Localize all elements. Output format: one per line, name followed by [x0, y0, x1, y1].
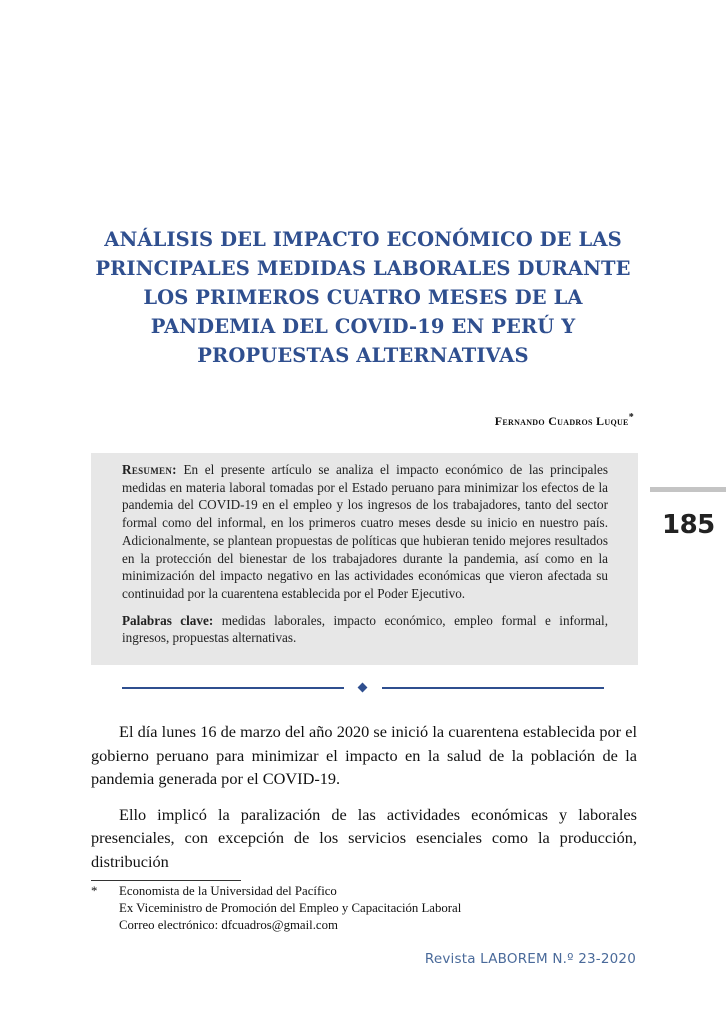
keywords-label: Palabras clave:	[122, 612, 214, 628]
footnote-lines	[119, 883, 637, 934]
page-side-tab	[650, 487, 726, 492]
page-number: 185	[662, 510, 715, 540]
article-title: ANÁLISIS DEL IMPACTO ECONÓMICO DE LAS PRINCIPALES MEDIDAS LABORALES DURANTE LOS PRIMEROS CUATRO MESES DE LA PANDEMIA DEL COVID-19 EN PERÚ Y PROPUESTAS ALTERNATIVAS	[95, 228, 631, 367]
footnote-line-email: Correo electrónico: dfcuadros@gmail.com	[119, 918, 338, 932]
author-footnote-mark: *	[628, 412, 634, 423]
journal-name: Revista LABOREM N.º 23-2020	[424, 951, 636, 967]
body-paragraph-2: Ello implicó la paralización de las actividades económicas y laborales presenciales, con excepción de los servicios esenciales como la producción, distribución	[91, 804, 637, 871]
keywords-text: medidas laborales, impacto económico, empleo formal e informal, ingresos, propuestas alternativas.	[122, 612, 608, 646]
footnote-rule	[91, 880, 241, 881]
body-paragraph-1: El día lunes 16 de marzo del año 2020 se inició la cuarentena establecida por el gobierno peruano para minimizar el impacto en la salud de la población de la pandemia generada por el COVID-19.	[91, 722, 637, 788]
separator-line-right	[382, 687, 604, 689]
keywords-paragraph	[122, 612, 608, 647]
footnote-mark: *	[91, 884, 98, 898]
footnote-line-position: Ex Viceministro de Promoción del Empleo y Capacitación Laboral	[119, 901, 462, 915]
abstract-box	[91, 453, 638, 665]
abstract-label: Resumen:	[122, 462, 177, 477]
footnote-line-affiliation: Economista de la Universidad del Pacífico	[119, 884, 337, 898]
author-name-text: Fernando Cuadros Luque	[494, 414, 629, 428]
separator-line-left	[122, 687, 344, 689]
body-text	[91, 720, 637, 885]
author-name	[495, 412, 634, 429]
abstract-text: En el presente artículo se analiza el impacto económico de las principales medidas en materia laboral tomadas por el Estado peruano para minimizar los efectos de la pandemia del COVID-19 en el empleo y los ingresos de los trabajadores, tanto del sector formal como del informal, en los primeros cuatro meses desde su inicio en nuestro país. Adicionalmente, se plantean propuestas de políticas que hubieran tenido mejores resultados en la protección del bienestar de los trabajadores durante la pandemia, así como en la minimización del impacto negativo en las actividades económicas que vieron afectada su continuidad por la cuarentena establecida por el Poder Ejecutivo.	[122, 462, 608, 601]
separator-diamond	[358, 683, 368, 693]
abstract-paragraph	[122, 461, 608, 603]
